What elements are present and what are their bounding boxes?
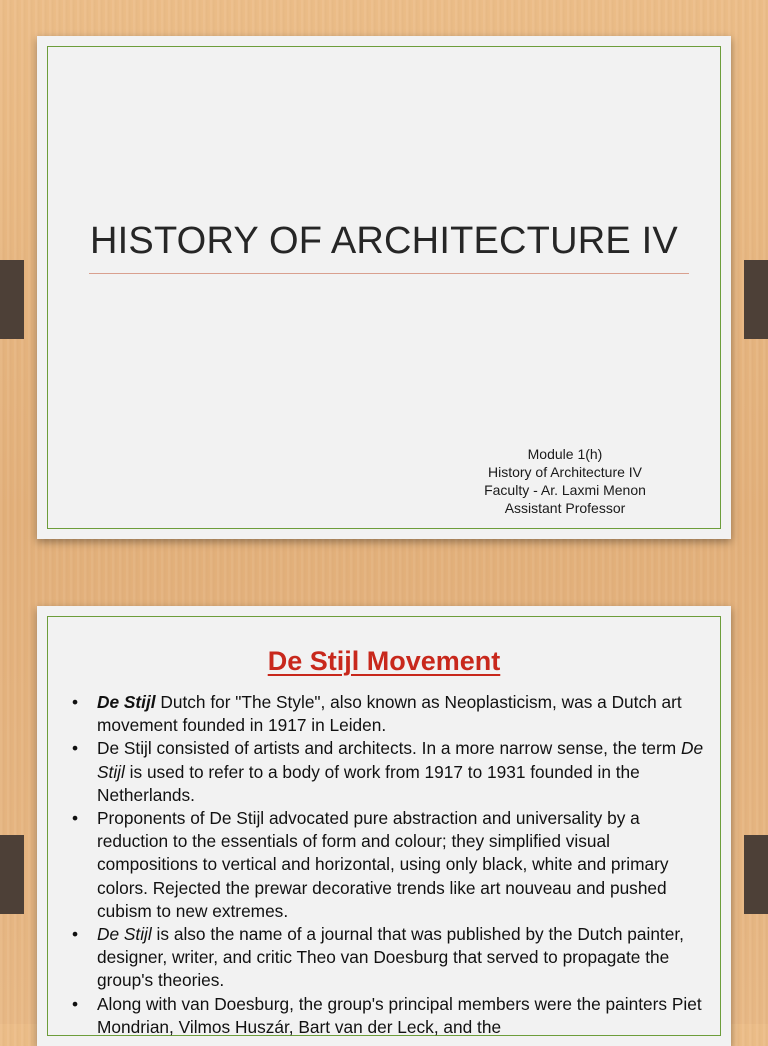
bullet-item <box>97 691 707 737</box>
subtitle-module: Module 1(h) <box>527 446 603 462</box>
bullet-emphasis: De Stijl <box>97 738 704 782</box>
bullet-text: Proponents of De Stijl advocated pure abstraction and universality by a reduction to the essentials of form and colour; they simplified visual compositions to vertical and horizontal, using only black, white and primary colors. Rejected the prewar decorative trends like art nouveau and pushed cubism to new extremes. <box>97 808 669 921</box>
side-tab-left <box>0 835 24 914</box>
slide-title: HISTORY OF ARCHITECTURE IV <box>90 220 678 262</box>
bullet-text: Dutch for "The Style", also known as Neoplasticism, was a Dutch art movement founded in 1917 in Leiden. <box>97 692 682 736</box>
side-tab-right <box>744 260 768 339</box>
bullet-item <box>97 923 707 993</box>
bullet-text: is also the name of a journal that was published by the Dutch painter, designer, writer, and critic Theo van Doesburg that served to propagate the group's theories. <box>97 924 684 991</box>
side-tab-right <box>744 835 768 914</box>
bullet-emphasis: De Stijl <box>97 924 152 945</box>
subtitle-faculty: Faculty - Ar. Laxmi Menon <box>484 482 646 498</box>
side-tab-left <box>0 260 24 339</box>
title-slide <box>37 36 731 539</box>
bullet-list <box>97 691 707 1039</box>
bullet-item <box>97 993 707 1039</box>
slide-heading: De Stijl Movement <box>267 646 501 676</box>
subtitle-position: Assistant Professor <box>504 500 626 516</box>
bullet-item <box>97 807 707 923</box>
content-slide <box>37 606 731 1046</box>
slide-subtitle <box>445 445 685 517</box>
bullet-text: is used to refer to a body of work from 1917 to 1931 founded in the Netherlands. <box>97 761 640 805</box>
bullet-term: De Stijl <box>97 692 156 712</box>
subtitle-course: History of Architecture IV <box>487 464 643 480</box>
title-divider <box>89 273 689 274</box>
bullet-text: De Stijl consisted of artists and architects. In a more narrow sense, the term <box>97 738 681 759</box>
bullet-text: Along with van Doesburg, the group's principal members were the painters Piet Mondrian, Vilmos Huszár, Bart van der Leck, and the <box>97 993 702 1037</box>
bullet-item <box>97 737 707 807</box>
